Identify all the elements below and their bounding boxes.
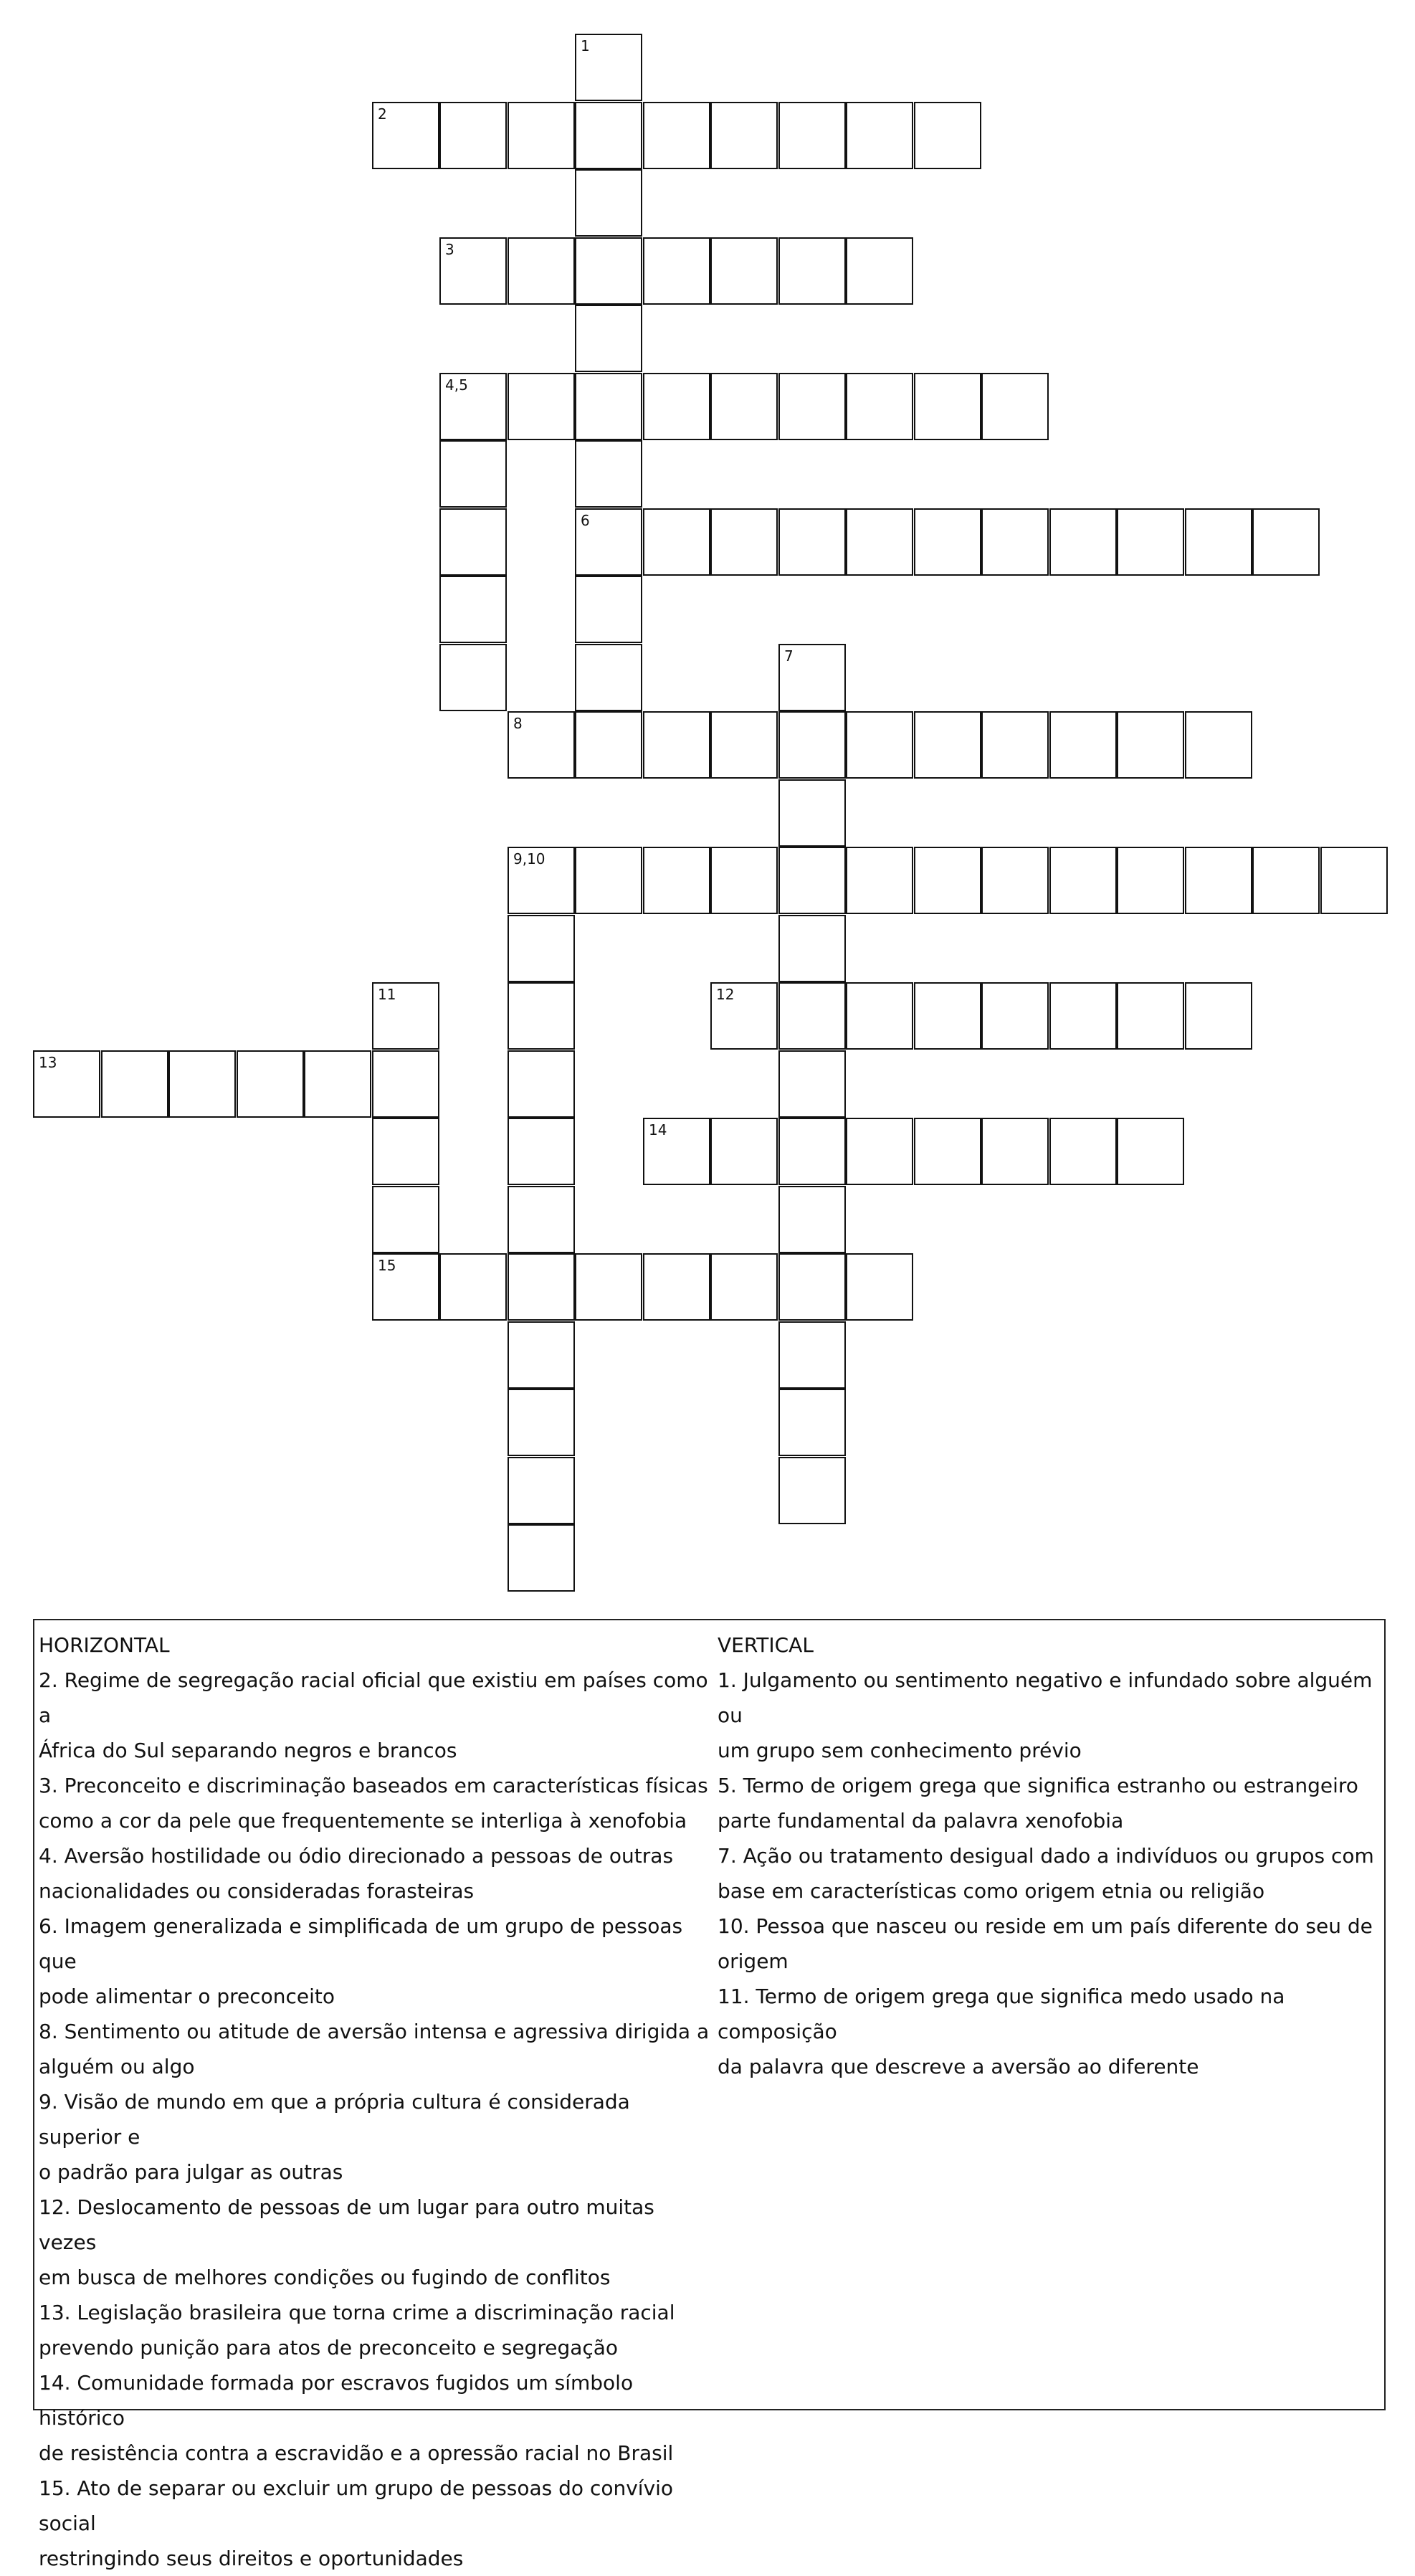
crossword-cell[interactable] bbox=[710, 508, 778, 576]
vertical-clue-line: 1. Julgamento ou sentimento negativo e infundado sobre alguém ou bbox=[718, 1668, 1373, 1727]
crossword-cell[interactable] bbox=[575, 644, 642, 711]
clue-number: 11 bbox=[378, 986, 396, 1003]
crossword-cell[interactable] bbox=[710, 373, 778, 440]
vertical-clue-line: base em características como origem etnia ou religião bbox=[718, 1879, 1265, 1903]
crossword-cell[interactable] bbox=[508, 1457, 575, 1524]
crossword-cell[interactable] bbox=[575, 576, 642, 643]
clue-number: 14 bbox=[649, 1121, 667, 1139]
clue-number: 3 bbox=[445, 241, 454, 258]
crossword-cell[interactable] bbox=[981, 508, 1049, 576]
crossword-cell[interactable] bbox=[846, 982, 913, 1050]
horizontal-clue-line: o padrão para julgar as outras bbox=[39, 2160, 343, 2184]
crossword-cell[interactable] bbox=[1252, 847, 1320, 914]
crossword-cell[interactable] bbox=[439, 576, 507, 643]
crossword-cell[interactable] bbox=[1117, 508, 1184, 576]
crossword-cell[interactable] bbox=[981, 373, 1049, 440]
crossword-cell[interactable] bbox=[1049, 847, 1117, 914]
vertical-clues-column bbox=[718, 1627, 1381, 2084]
crossword-cell[interactable] bbox=[846, 711, 913, 779]
horizontal-clue-line: 13. Legislação brasileira que torna crime a discriminação racial bbox=[39, 2301, 675, 2324]
crossword-cell[interactable] bbox=[575, 1253, 642, 1321]
horizontal-clue-line: restringindo seus direitos e oportunidades bbox=[39, 2547, 464, 2570]
horizontal-clue-line: 9. Visão de mundo em que a própria cultura é considerada superior e bbox=[39, 2090, 630, 2149]
horizontal-clue-line: alguém ou algo bbox=[39, 2055, 195, 2078]
clue-number: 2 bbox=[378, 105, 387, 123]
crossword-cell[interactable] bbox=[778, 373, 846, 440]
crossword-cell[interactable] bbox=[439, 102, 507, 169]
horizontal-clue-line: 12. Deslocamento de pessoas de um lugar para outro muitas vezes bbox=[39, 2195, 654, 2254]
crossword-cell[interactable] bbox=[643, 237, 710, 305]
crossword-cell[interactable] bbox=[1185, 982, 1252, 1050]
crossword-cell[interactable] bbox=[508, 1186, 575, 1253]
crossword-cell[interactable] bbox=[439, 237, 507, 305]
crossword-cell[interactable] bbox=[914, 982, 981, 1050]
vertical-clue-line: 7. Ação ou tratamento desigual dado a indivíduos ou grupos com bbox=[718, 1844, 1374, 1868]
crossword-cell[interactable] bbox=[575, 305, 642, 372]
horizontal-clue-line: 2. Regime de segregação racial oficial que existiu em países como a bbox=[39, 1668, 708, 1727]
horizontal-clue-line: pode alimentar o preconceito bbox=[39, 1985, 335, 2008]
crossword-cell[interactable] bbox=[101, 1050, 168, 1118]
crossword-cell[interactable] bbox=[914, 847, 981, 914]
clue-number: 12 bbox=[716, 986, 735, 1003]
horizontal-clue-line: de resistência contra a escravidão e a opressão racial no Brasil bbox=[39, 2441, 674, 2465]
horizontal-clue-line: prevendo punição para atos de preconceito e segregação bbox=[39, 2336, 619, 2359]
crossword-cell[interactable] bbox=[1117, 982, 1184, 1050]
crossword-cell[interactable] bbox=[372, 1050, 439, 1118]
crossword-cell[interactable] bbox=[1049, 711, 1117, 779]
crossword-cell[interactable] bbox=[778, 779, 846, 847]
clue-number: 1 bbox=[581, 37, 590, 54]
crossword-cell[interactable] bbox=[575, 169, 642, 237]
crossword-cell[interactable] bbox=[168, 1050, 236, 1118]
clue-number: 4,5 bbox=[445, 376, 468, 394]
crossword-cell[interactable] bbox=[508, 1118, 575, 1185]
vertical-clue-line: da palavra que descreve a aversão ao diferente bbox=[718, 2055, 1199, 2078]
crossword-cell[interactable] bbox=[575, 237, 642, 305]
crossword-cell[interactable] bbox=[575, 440, 642, 508]
crossword-cell[interactable] bbox=[508, 1524, 575, 1592]
crossword-cell[interactable] bbox=[508, 847, 575, 914]
crossword-cell[interactable] bbox=[643, 373, 710, 440]
crossword-cell[interactable] bbox=[1049, 508, 1117, 576]
crossword-cell[interactable] bbox=[778, 1321, 846, 1389]
crossword-cell[interactable] bbox=[981, 982, 1049, 1050]
crossword-cell[interactable] bbox=[846, 373, 913, 440]
crossword-cell[interactable] bbox=[575, 508, 642, 576]
crossword-cell[interactable] bbox=[846, 847, 913, 914]
crossword-cell[interactable] bbox=[846, 1118, 913, 1185]
horizontal-clues-column bbox=[39, 1627, 718, 2576]
crossword-cell[interactable] bbox=[575, 847, 642, 914]
crossword-cell[interactable] bbox=[304, 1050, 371, 1118]
crossword-cell[interactable] bbox=[778, 644, 846, 711]
vertical-clue-line: 10. Pessoa que nasceu ou reside em um país diferente do seu de bbox=[718, 1914, 1373, 1938]
vertical-clue-line: origem bbox=[718, 1949, 789, 1973]
crossword-cell[interactable] bbox=[508, 373, 575, 440]
crossword-cell[interactable] bbox=[575, 373, 642, 440]
horizontal-clue-line: África do Sul separando negros e brancos bbox=[39, 1739, 457, 1762]
horizontal-clue-line: em busca de melhores condições ou fugindo de conflitos bbox=[39, 2266, 611, 2289]
crossword-cell[interactable] bbox=[439, 373, 507, 440]
crossword-cell[interactable] bbox=[1252, 508, 1320, 576]
crossword-cell[interactable] bbox=[981, 1118, 1049, 1185]
clue-number: 6 bbox=[581, 512, 590, 529]
crossword-cell[interactable] bbox=[914, 102, 981, 169]
crossword-cell[interactable] bbox=[778, 1118, 846, 1185]
crossword-cell[interactable] bbox=[710, 1253, 778, 1321]
crossword-cell[interactable] bbox=[372, 982, 439, 1050]
crossword-cell[interactable] bbox=[778, 982, 846, 1050]
crossword-cell[interactable] bbox=[372, 1253, 439, 1321]
vertical-clue-list bbox=[718, 1663, 1381, 2084]
crossword-cell[interactable] bbox=[1320, 847, 1388, 914]
crossword-cell[interactable] bbox=[508, 1050, 575, 1118]
crossword-cell[interactable] bbox=[778, 1050, 846, 1118]
crossword-cell[interactable] bbox=[778, 711, 846, 779]
crossword-cell[interactable] bbox=[439, 644, 507, 711]
horizontal-heading: HORIZONTAL bbox=[39, 1633, 170, 1657]
crossword-cell[interactable] bbox=[710, 102, 778, 169]
crossword-cell[interactable] bbox=[846, 102, 913, 169]
crossword-cell[interactable] bbox=[778, 102, 846, 169]
crossword-cell[interactable] bbox=[846, 237, 913, 305]
crossword-cell[interactable] bbox=[1049, 982, 1117, 1050]
crossword-cell[interactable] bbox=[778, 237, 846, 305]
crossword-cell[interactable] bbox=[778, 915, 846, 982]
vertical-heading: VERTICAL bbox=[718, 1633, 814, 1657]
crossword-cell[interactable] bbox=[710, 982, 778, 1050]
horizontal-clue-line: como a cor da pele que frequentemente se interliga à xenofobia bbox=[39, 1809, 687, 1833]
crossword-cell[interactable] bbox=[914, 711, 981, 779]
crossword-cell[interactable] bbox=[778, 847, 846, 914]
crossword-cell[interactable] bbox=[1049, 1118, 1117, 1185]
crossword-cell[interactable] bbox=[778, 1457, 846, 1524]
crossword-cell[interactable] bbox=[508, 102, 575, 169]
crossword-cell[interactable] bbox=[1185, 711, 1252, 779]
crossword-cell[interactable] bbox=[643, 847, 710, 914]
clue-number: 9,10 bbox=[513, 850, 545, 868]
crossword-cell[interactable] bbox=[914, 1118, 981, 1185]
crossword-cell[interactable] bbox=[981, 711, 1049, 779]
crossword-cell[interactable] bbox=[846, 508, 913, 576]
crossword-cell[interactable] bbox=[778, 508, 846, 576]
crossword-cell[interactable] bbox=[508, 1389, 575, 1456]
crossword-cell[interactable] bbox=[914, 373, 981, 440]
crossword-cell[interactable] bbox=[846, 1253, 913, 1321]
crossword-cell[interactable] bbox=[508, 915, 575, 982]
crossword-cell[interactable] bbox=[439, 440, 507, 508]
horizontal-clue-line: 8. Sentimento ou atitude de aversão intensa e agressiva dirigida a bbox=[39, 2020, 710, 2043]
crossword-cell[interactable] bbox=[778, 1186, 846, 1253]
crossword-cell[interactable] bbox=[372, 1118, 439, 1185]
crossword-cell[interactable] bbox=[1117, 1118, 1184, 1185]
crossword-cell[interactable] bbox=[643, 711, 710, 779]
crossword-cell[interactable] bbox=[981, 847, 1049, 914]
crossword-cell[interactable] bbox=[643, 508, 710, 576]
crossword-cell[interactable] bbox=[710, 1118, 778, 1185]
crossword-cell[interactable] bbox=[710, 711, 778, 779]
crossword-cell[interactable] bbox=[1185, 847, 1252, 914]
crossword-cell[interactable] bbox=[237, 1050, 304, 1118]
vertical-clue-line: 5. Termo de origem grega que significa estranho ou estrangeiro bbox=[718, 1774, 1358, 1797]
clue-number: 7 bbox=[784, 647, 794, 665]
crossword-cell[interactable] bbox=[439, 508, 507, 576]
crossword-cell[interactable] bbox=[575, 711, 642, 779]
crossword-cell[interactable] bbox=[643, 1118, 710, 1185]
crossword-cell[interactable] bbox=[508, 237, 575, 305]
horizontal-clue-line: nacionalidades ou consideradas forasteiras bbox=[39, 1879, 475, 1903]
crossword-cell[interactable] bbox=[439, 1253, 507, 1321]
clues-box bbox=[33, 1619, 1386, 2570]
crossword-cell[interactable] bbox=[643, 102, 710, 169]
crossword-cell[interactable] bbox=[643, 1253, 710, 1321]
crossword-cell[interactable] bbox=[778, 1253, 846, 1321]
horizontal-clue-list bbox=[39, 1663, 718, 2576]
crossword-cell[interactable] bbox=[508, 711, 575, 779]
crossword-cell[interactable] bbox=[1117, 847, 1184, 914]
horizontal-clue-line: 15. Ato de separar ou excluir um grupo de pessoas do convívio social bbox=[39, 2476, 674, 2535]
crossword-cell[interactable] bbox=[914, 508, 981, 576]
horizontal-clue-line: 4. Aversão hostilidade ou ódio direcionado a pessoas de outras bbox=[39, 1844, 674, 1868]
crossword-cell[interactable] bbox=[372, 1186, 439, 1253]
vertical-clue-line: parte fundamental da palavra xenofobia bbox=[718, 1809, 1124, 1833]
crossword-cell[interactable] bbox=[1185, 508, 1252, 576]
crossword-cell[interactable] bbox=[372, 102, 439, 169]
horizontal-clue-line: 3. Preconceito e discriminação baseados em características físicas bbox=[39, 1774, 708, 1797]
clue-number: 15 bbox=[378, 1257, 396, 1274]
horizontal-clue-line: 6. Imagem generalizada e simplificada de um grupo de pessoas que bbox=[39, 1914, 683, 1973]
crossword-cell[interactable] bbox=[33, 1050, 100, 1118]
clue-number: 8 bbox=[513, 715, 523, 732]
clue-number: 13 bbox=[39, 1054, 57, 1071]
vertical-clue-line: 11. Termo de origem grega que significa medo usado na composição bbox=[718, 1985, 1285, 2043]
crossword-cell[interactable] bbox=[1117, 711, 1184, 779]
crossword-cell[interactable] bbox=[575, 34, 642, 101]
crossword-cell[interactable] bbox=[508, 982, 575, 1050]
horizontal-clue-line: 14. Comunidade formada por escravos fugidos um símbolo histórico bbox=[39, 2371, 634, 2430]
crossword-cell[interactable] bbox=[778, 1389, 846, 1456]
crossword-cell[interactable] bbox=[710, 847, 778, 914]
crossword-cell[interactable] bbox=[710, 237, 778, 305]
crossword-cell[interactable] bbox=[508, 1253, 575, 1321]
crossword-cell[interactable] bbox=[508, 1321, 575, 1389]
vertical-clue-line: um grupo sem conhecimento prévio bbox=[718, 1739, 1082, 1762]
crossword-cell[interactable] bbox=[575, 102, 642, 169]
